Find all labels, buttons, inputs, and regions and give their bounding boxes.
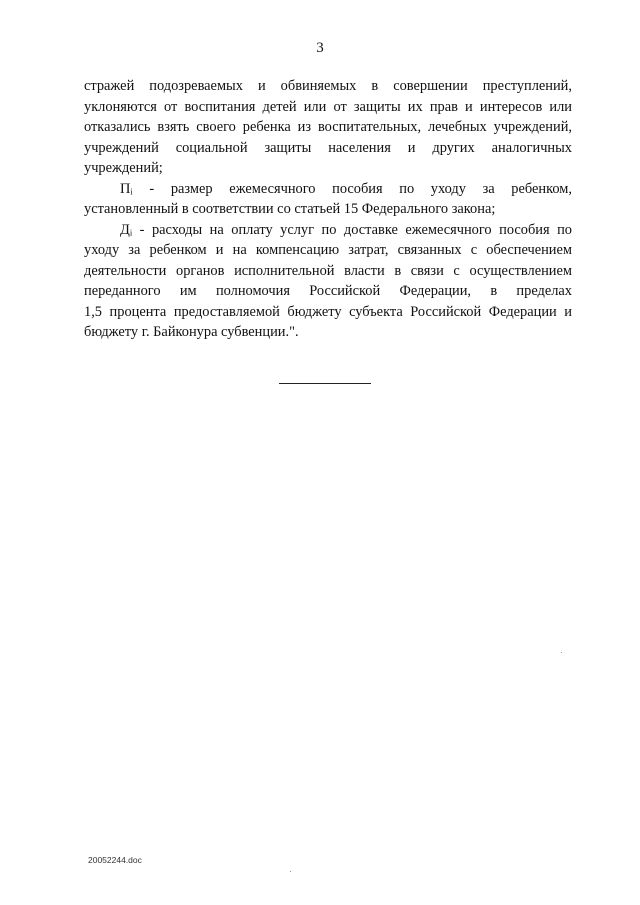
text-line: бюджету г. Байконура субвенции.".: [84, 324, 299, 340]
text-line: уходу за ребенком и на компенсацию затрат, связанных с обеспечением: [84, 242, 572, 258]
paragraph-d-definition: [84, 220, 572, 343]
text-line: установленный в соответствии со статьей 15 Федерального закона;: [84, 201, 496, 217]
text-line: переданного им полномочия Российской Федерации, в пределах: [84, 283, 572, 299]
text-line: отказались взять своего ребенка из воспитательных, лечебных учреждений,: [84, 119, 572, 135]
scan-speck: [290, 871, 291, 872]
page-number: 3: [316, 40, 324, 56]
end-divider: [279, 383, 371, 384]
text-line: Дᵢ - расходы на оплату услуг по доставке ежемесячного пособия по: [120, 221, 572, 238]
text-line: стражей подозреваемых и обвиняемых в совершении преступлений,: [84, 78, 572, 94]
text-line: уклоняются от воспитания детей или от защиты их прав и интересов или: [84, 98, 572, 115]
scan-speck: [561, 652, 562, 653]
text-line: Пᵢ - размер ежемесячного пособия по уходу за ребенком,: [120, 180, 572, 197]
footer-file-name: 20052244.doc: [88, 855, 142, 865]
paragraph-continuation: [84, 76, 572, 179]
paragraph-p-definition: [84, 179, 572, 220]
text-line: учреждений;: [84, 160, 163, 176]
text-line: деятельности органов исполнительной власти в связи с осуществлением: [84, 262, 572, 279]
text-line: 1,5 процента предоставляемой бюджету субъекта Российской Федерации и: [84, 303, 572, 320]
text-line: учреждений социальной защиты населения и других аналогичных: [84, 139, 572, 156]
document-body: [84, 76, 572, 343]
